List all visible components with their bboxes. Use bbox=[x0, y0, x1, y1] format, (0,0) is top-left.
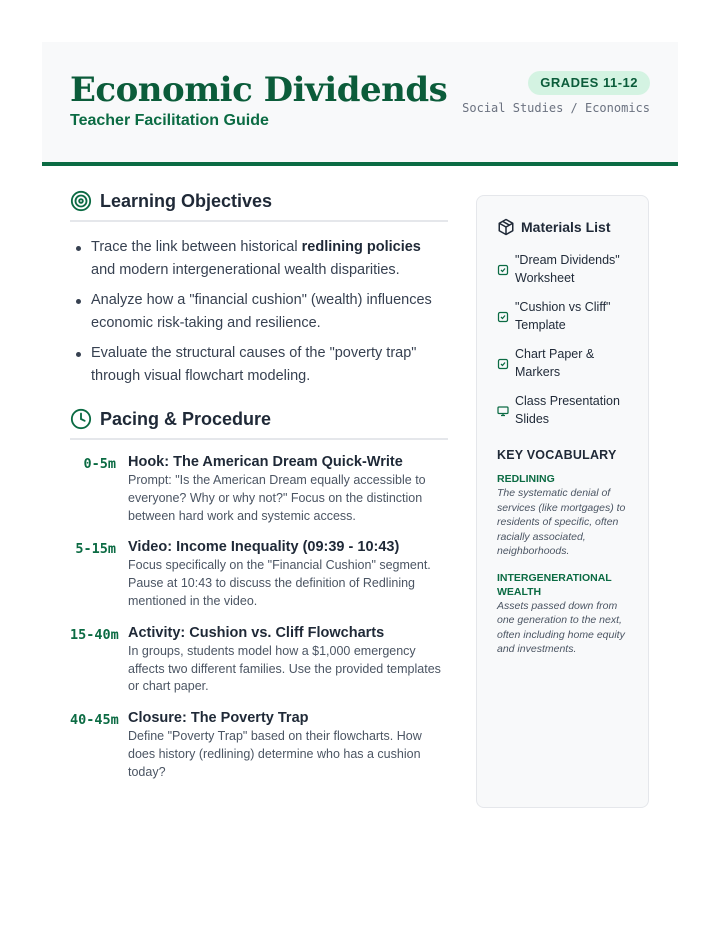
main-content bbox=[70, 190, 448, 796]
procedure-steps bbox=[70, 454, 448, 782]
vocab-entry bbox=[497, 472, 648, 559]
objective-item: Evaluate the structural causes of the "poverty trap" through visual flowchart modeling. bbox=[70, 342, 448, 388]
step-title: Closure: The Poverty Trap bbox=[128, 710, 309, 727]
vocab-definition: Assets passed down from one generation to the next, often including home equity and investments. bbox=[497, 599, 625, 655]
step-time: 15-40m bbox=[70, 626, 119, 643]
step-time: 0-5m bbox=[83, 456, 116, 472]
subject-label: Social Studies / Economics bbox=[462, 101, 650, 115]
material-item bbox=[497, 393, 648, 428]
vocab-heading: KEY VOCABULARY bbox=[497, 448, 617, 462]
step-description: In groups, students model how a $1,000 emergency affects two different families. Use the provided templates or chart paper. bbox=[128, 643, 441, 694]
material-label: Chart Paper & Markers bbox=[515, 347, 595, 379]
step-title: Video: Income Inequality (09:39 - 10:43) bbox=[128, 539, 400, 556]
objectives-section-header bbox=[70, 190, 448, 222]
materials-heading: Materials List bbox=[521, 219, 611, 235]
step-description: Prompt: "Is the American Dream equally accessible to everyone? Why or why not?" Focus on the distinction between hard work and systemic access. bbox=[128, 473, 426, 523]
target-icon bbox=[70, 190, 92, 212]
step-title: Hook: The American Dream Quick-Write bbox=[128, 454, 403, 470]
procedure-step bbox=[70, 710, 448, 781]
materials-list bbox=[497, 252, 648, 428]
material-item bbox=[497, 346, 648, 381]
package-icon bbox=[497, 218, 515, 236]
checkbox-icon bbox=[497, 358, 509, 370]
clock-icon bbox=[70, 408, 92, 430]
step-time: 40-45m bbox=[70, 712, 119, 729]
checkbox-icon bbox=[497, 264, 509, 276]
procedure-step bbox=[70, 454, 448, 525]
document-header bbox=[42, 42, 678, 166]
material-item bbox=[497, 252, 648, 287]
document-title: Economic Dividends bbox=[70, 70, 448, 110]
material-item bbox=[497, 299, 648, 334]
step-description: Focus specifically on the "Financial Cushion" segment. Pause at 10:43 to discuss the definition of Redlining mentioned in the video. bbox=[128, 558, 431, 608]
material-label: "Cushion vs Cliff" Template bbox=[515, 300, 611, 332]
objectives-heading: Learning Objectives bbox=[100, 190, 273, 211]
checkbox-icon bbox=[497, 311, 509, 323]
document-subtitle: Teacher Facilitation Guide bbox=[70, 112, 269, 129]
objective-item: Trace the link between historical redlining policies and modern intergenerational wealth disparities. bbox=[70, 236, 448, 282]
monitor-icon bbox=[497, 405, 509, 417]
step-time: 5-15m bbox=[75, 541, 116, 558]
grade-badge: GRADES 11-12 bbox=[528, 71, 650, 95]
material-label: Class Presentation Slides bbox=[515, 394, 620, 426]
vocab-entry bbox=[497, 571, 648, 657]
sidebar bbox=[476, 195, 649, 808]
vocab-term: INTERGENERATIONAL WEALTH bbox=[497, 571, 612, 598]
vocab-definition: The systematic denial of services (like mortgages) to residents of specific, often racially associated, neighborhoods. bbox=[497, 487, 626, 557]
objectives-list bbox=[70, 236, 448, 388]
step-title: Activity: Cushion vs. Cliff Flowcharts bbox=[128, 624, 385, 641]
vocab-term: REDLINING bbox=[497, 473, 555, 485]
procedure-step bbox=[70, 625, 448, 696]
procedure-section-header bbox=[70, 408, 448, 440]
step-description: Define "Poverty Trap" based on their flowcharts. How does history (redlining) determine who has a cushion today? bbox=[128, 729, 422, 779]
procedure-step bbox=[70, 539, 448, 610]
materials-header bbox=[497, 218, 648, 236]
material-label: "Dream Dividends" Worksheet bbox=[515, 253, 620, 285]
objective-item: Analyze how a "financial cushion" (wealth) influences economic risk-taking and resilience. bbox=[70, 289, 448, 335]
procedure-heading: Pacing & Procedure bbox=[100, 408, 272, 429]
